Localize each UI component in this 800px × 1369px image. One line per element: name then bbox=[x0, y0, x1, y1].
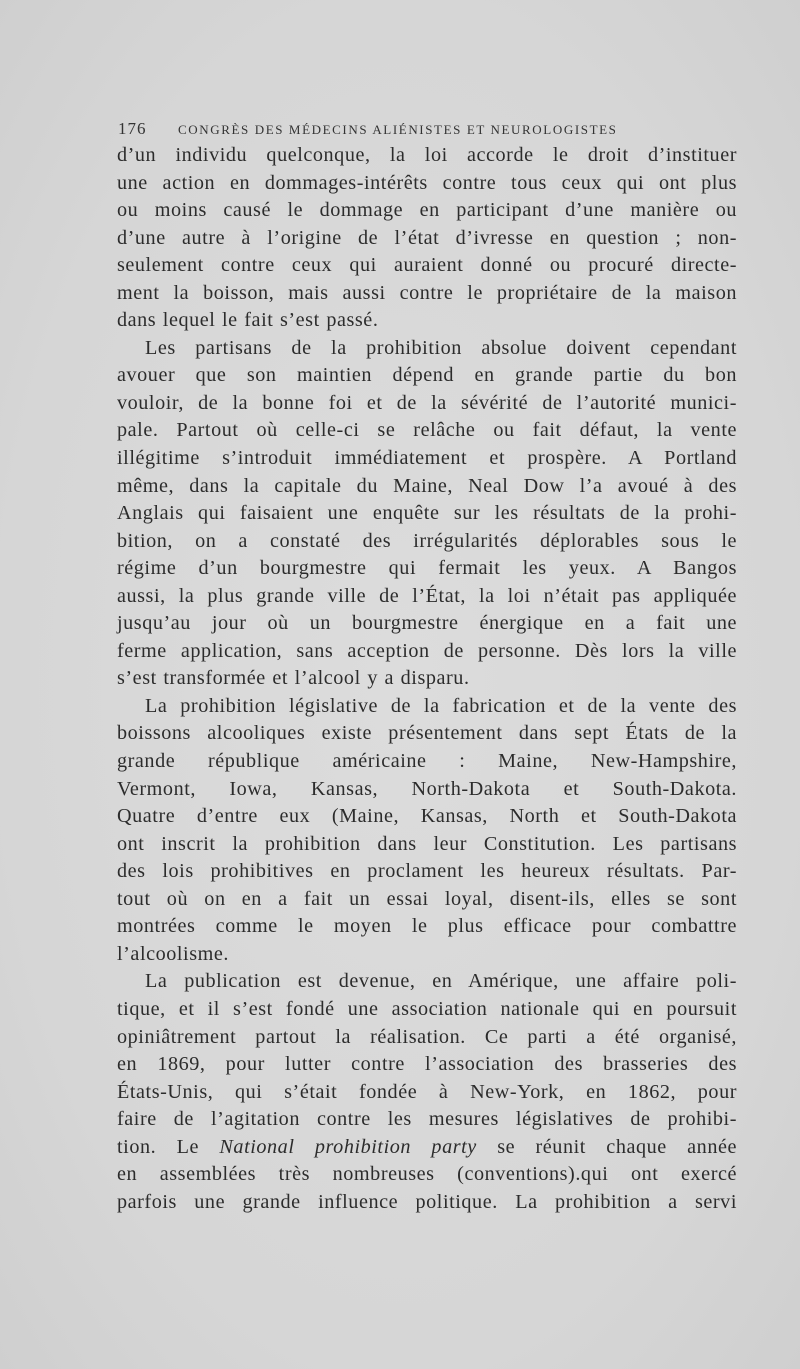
text-line: La publication est devenue, en Amérique, une affaire poli- bbox=[145, 970, 737, 993]
body-text bbox=[117, 142, 737, 1216]
text-line: ont inscrit la prohibition dans leur Constitution. Les partisans bbox=[117, 832, 737, 855]
text-line: dans lequel le fait s’est passé. bbox=[117, 309, 379, 332]
text-line: opiniâtrement partout la réalisation. Ce parti a été organisé, bbox=[117, 1025, 737, 1048]
text-line: boissons alcooliques existe présentement dans sept États de la bbox=[117, 722, 737, 745]
text-line: montrées comme le moyen le plus efficace pour combattre bbox=[117, 915, 737, 938]
text-line: d’un individu quelconque, la loi accorde le droit d’instituer bbox=[117, 144, 737, 166]
text-line: ment la boisson, mais aussi contre le propriétaire de la maison bbox=[117, 281, 737, 304]
text-line: vouloir, de la bonne foi et de la sévérité de l’autorité munici- bbox=[117, 391, 737, 414]
text-line: aussi, la plus grande ville de l’État, la loi n’était pas appliquée bbox=[117, 584, 737, 607]
text-line: Les partisans de la prohibition absolue doivent cependant bbox=[145, 336, 737, 359]
text-line: seulement contre ceux qui auraient donné ou procuré directe- bbox=[117, 254, 737, 277]
text-line: États-Unis, qui s’était fondée à New-York, en 1862, pour bbox=[117, 1080, 737, 1103]
text-line: Anglais qui faisaient une enquête sur les résultats de la prohi- bbox=[117, 502, 737, 525]
text-line: tique, et il s’est fondé une association nationale qui en poursuit bbox=[117, 997, 737, 1020]
text-line: s’est transformée et l’alcool y a disparu. bbox=[117, 667, 470, 690]
text-line: une action en dommages-intérêts contre tous ceux qui ont plus bbox=[117, 171, 737, 194]
text-line: bition, on a constaté des irrégularités déplorables sous le bbox=[117, 529, 737, 552]
text-line: ferme application, sans acception de personne. Dès lors la ville bbox=[117, 639, 737, 662]
text-line: Vermont, Iowa, Kansas, North-Dakota et South-Dakota. bbox=[117, 777, 737, 800]
text-line: pale. Partout où celle-ci se relâche ou fait défaut, la vente bbox=[117, 419, 737, 442]
text-line: régime d’un bourgmestre qui fermait les yeux. A Bangos bbox=[117, 557, 737, 580]
italic-title: National prohibition party bbox=[219, 1135, 477, 1158]
text-line bbox=[117, 1134, 737, 1162]
page-number: 176 bbox=[118, 119, 147, 138]
text-line: même, dans la capitale du Maine, Neal Dow l’a avoué à des bbox=[117, 474, 737, 497]
text-line: des lois prohibitives en proclament les heureux résultats. Par- bbox=[117, 860, 737, 883]
text-line: en assemblées très nombreuses (conventions).qui ont exercé bbox=[117, 1163, 737, 1186]
text-line: l’alcoolisme. bbox=[117, 942, 229, 965]
text-line: avouer que son maintien dépend en grande partie du bon bbox=[117, 364, 737, 387]
text-line: illégitime s’introduit immédiatement et prospère. A Portland bbox=[117, 447, 737, 470]
text-segment: tion. Le bbox=[117, 1135, 220, 1158]
text-line: en 1869, pour lutter contre l’association des brasseries des bbox=[117, 1053, 737, 1076]
text-line: La prohibition législative de la fabrication et de la vente des bbox=[145, 694, 737, 717]
text-line: grande république américaine : Maine, New-Hampshire, bbox=[117, 750, 737, 773]
text-line: jusqu’au jour où un bourgmestre énergique en a fait une bbox=[117, 612, 737, 635]
text-line: parfois une grande influence politique. La prohibition a servi bbox=[117, 1190, 737, 1213]
text-line: d’une autre à l’origine de l’état d’ivresse en question ; non- bbox=[117, 226, 737, 249]
running-head bbox=[118, 119, 678, 141]
text-line: ou moins causé le dommage en participant d’une manière ou bbox=[117, 199, 737, 222]
text-segment: se réunit chaque année bbox=[476, 1135, 737, 1158]
text-line: Quatre d’entre eux (Maine, Kansas, North et South-Dakota bbox=[117, 805, 737, 828]
text-line: faire de l’agitation contre les mesures législatives de prohibi- bbox=[117, 1108, 737, 1131]
running-title: CONGRÈS DES MÉDECINS ALIÉNISTES ET NEUROLOGISTES bbox=[178, 122, 618, 137]
text-line: tout où on en a fait un essai loyal, disent-ils, elles se sont bbox=[117, 887, 737, 910]
